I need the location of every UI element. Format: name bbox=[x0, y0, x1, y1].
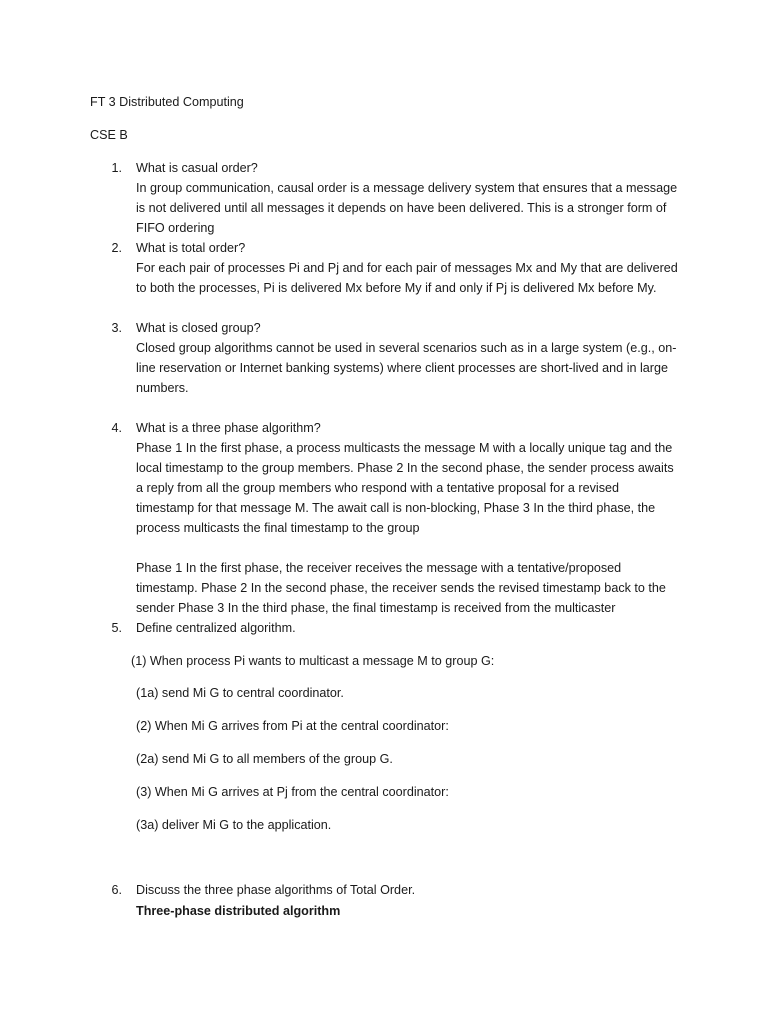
q4-receiver-line: timestamp. Phase 2 In the second phase, the receiver sends the revised timestamp back to the bbox=[136, 581, 666, 595]
q1-question: What is casual order? bbox=[136, 161, 258, 175]
q2-answer-line: to both the processes, Pi is delivered Mx before My if and only if Pj is delivered Mx before My. bbox=[136, 281, 657, 295]
q3-answer-line: numbers. bbox=[136, 381, 189, 395]
q1-answer-line: In group communication, causal order is a message delivery system that ensures that a message bbox=[136, 181, 678, 195]
q5-question: Define centralized algorithm. bbox=[136, 621, 296, 635]
q2-answer-line: For each pair of processes Pi and Pj and for each pair of messages Mx and My that are delivered bbox=[136, 261, 678, 275]
q5-step: (3a) deliver Mi G to the application. bbox=[136, 818, 332, 832]
q5-step: (1) When process Pi wants to multicast a message M to group G: bbox=[131, 654, 495, 668]
q4-question: What is a three phase algorithm? bbox=[136, 421, 321, 435]
q2-question: What is total order? bbox=[136, 241, 246, 255]
q4-sender-line: process multicasts the final timestamp to the group bbox=[136, 521, 420, 535]
q2-number: 2. bbox=[111, 241, 122, 255]
q5-number: 5. bbox=[111, 621, 122, 635]
q4-sender-line: Phase 1 In the first phase, a process multicasts the message M with a locally unique tag and the bbox=[136, 441, 673, 455]
q4-sender-line: timestamp for that message M. The await call is non-blocking, Phase 3 In the third phase, the bbox=[136, 501, 656, 515]
q1-answer-line: is not delivered until all messages it depends on have been delivered. This is a stronger form of bbox=[136, 201, 667, 215]
q5-step: (1a) send Mi G to central coordinator. bbox=[136, 686, 344, 700]
q1-answer-line: FIFO ordering bbox=[136, 221, 215, 235]
q5-step: (3) When Mi G arrives at Pj from the central coordinator: bbox=[136, 785, 449, 799]
q6-subheading: Three-phase distributed algorithm bbox=[136, 904, 341, 918]
q3-number: 3. bbox=[111, 321, 122, 335]
q1-number: 1. bbox=[111, 161, 122, 175]
q6-number: 6. bbox=[111, 883, 122, 897]
q4-number: 4. bbox=[111, 421, 122, 435]
q3-question: What is closed group? bbox=[136, 321, 261, 335]
q6-question: Discuss the three phase algorithms of Total Order. bbox=[136, 883, 416, 897]
q3-answer-line: line reservation or Internet banking systems) where client processes are short-lived and in large bbox=[136, 361, 668, 375]
section-label: CSE B bbox=[90, 128, 128, 142]
q4-receiver-line: sender Phase 3 In the third phase, the final timestamp is received from the multicaster bbox=[136, 601, 616, 615]
q4-receiver-line: Phase 1 In the first phase, the receiver receives the message with a tentative/proposed bbox=[136, 561, 622, 575]
q4-sender-line: a reply from all the group members who respond with a tentative proposal for a revised bbox=[136, 481, 620, 495]
q4-sender-line: local timestamp to the group members. Phase 2 In the second phase, the sender process awaits bbox=[136, 461, 674, 475]
q5-step: (2a) send Mi G to all members of the group G. bbox=[136, 752, 393, 766]
q3-answer-line: Closed group algorithms cannot be used in several scenarios such as in a large system (e.g., on- bbox=[136, 341, 677, 355]
q5-step: (2) When Mi G arrives from Pi at the central coordinator: bbox=[136, 719, 449, 733]
document-title: FT 3 Distributed Computing bbox=[90, 95, 244, 109]
